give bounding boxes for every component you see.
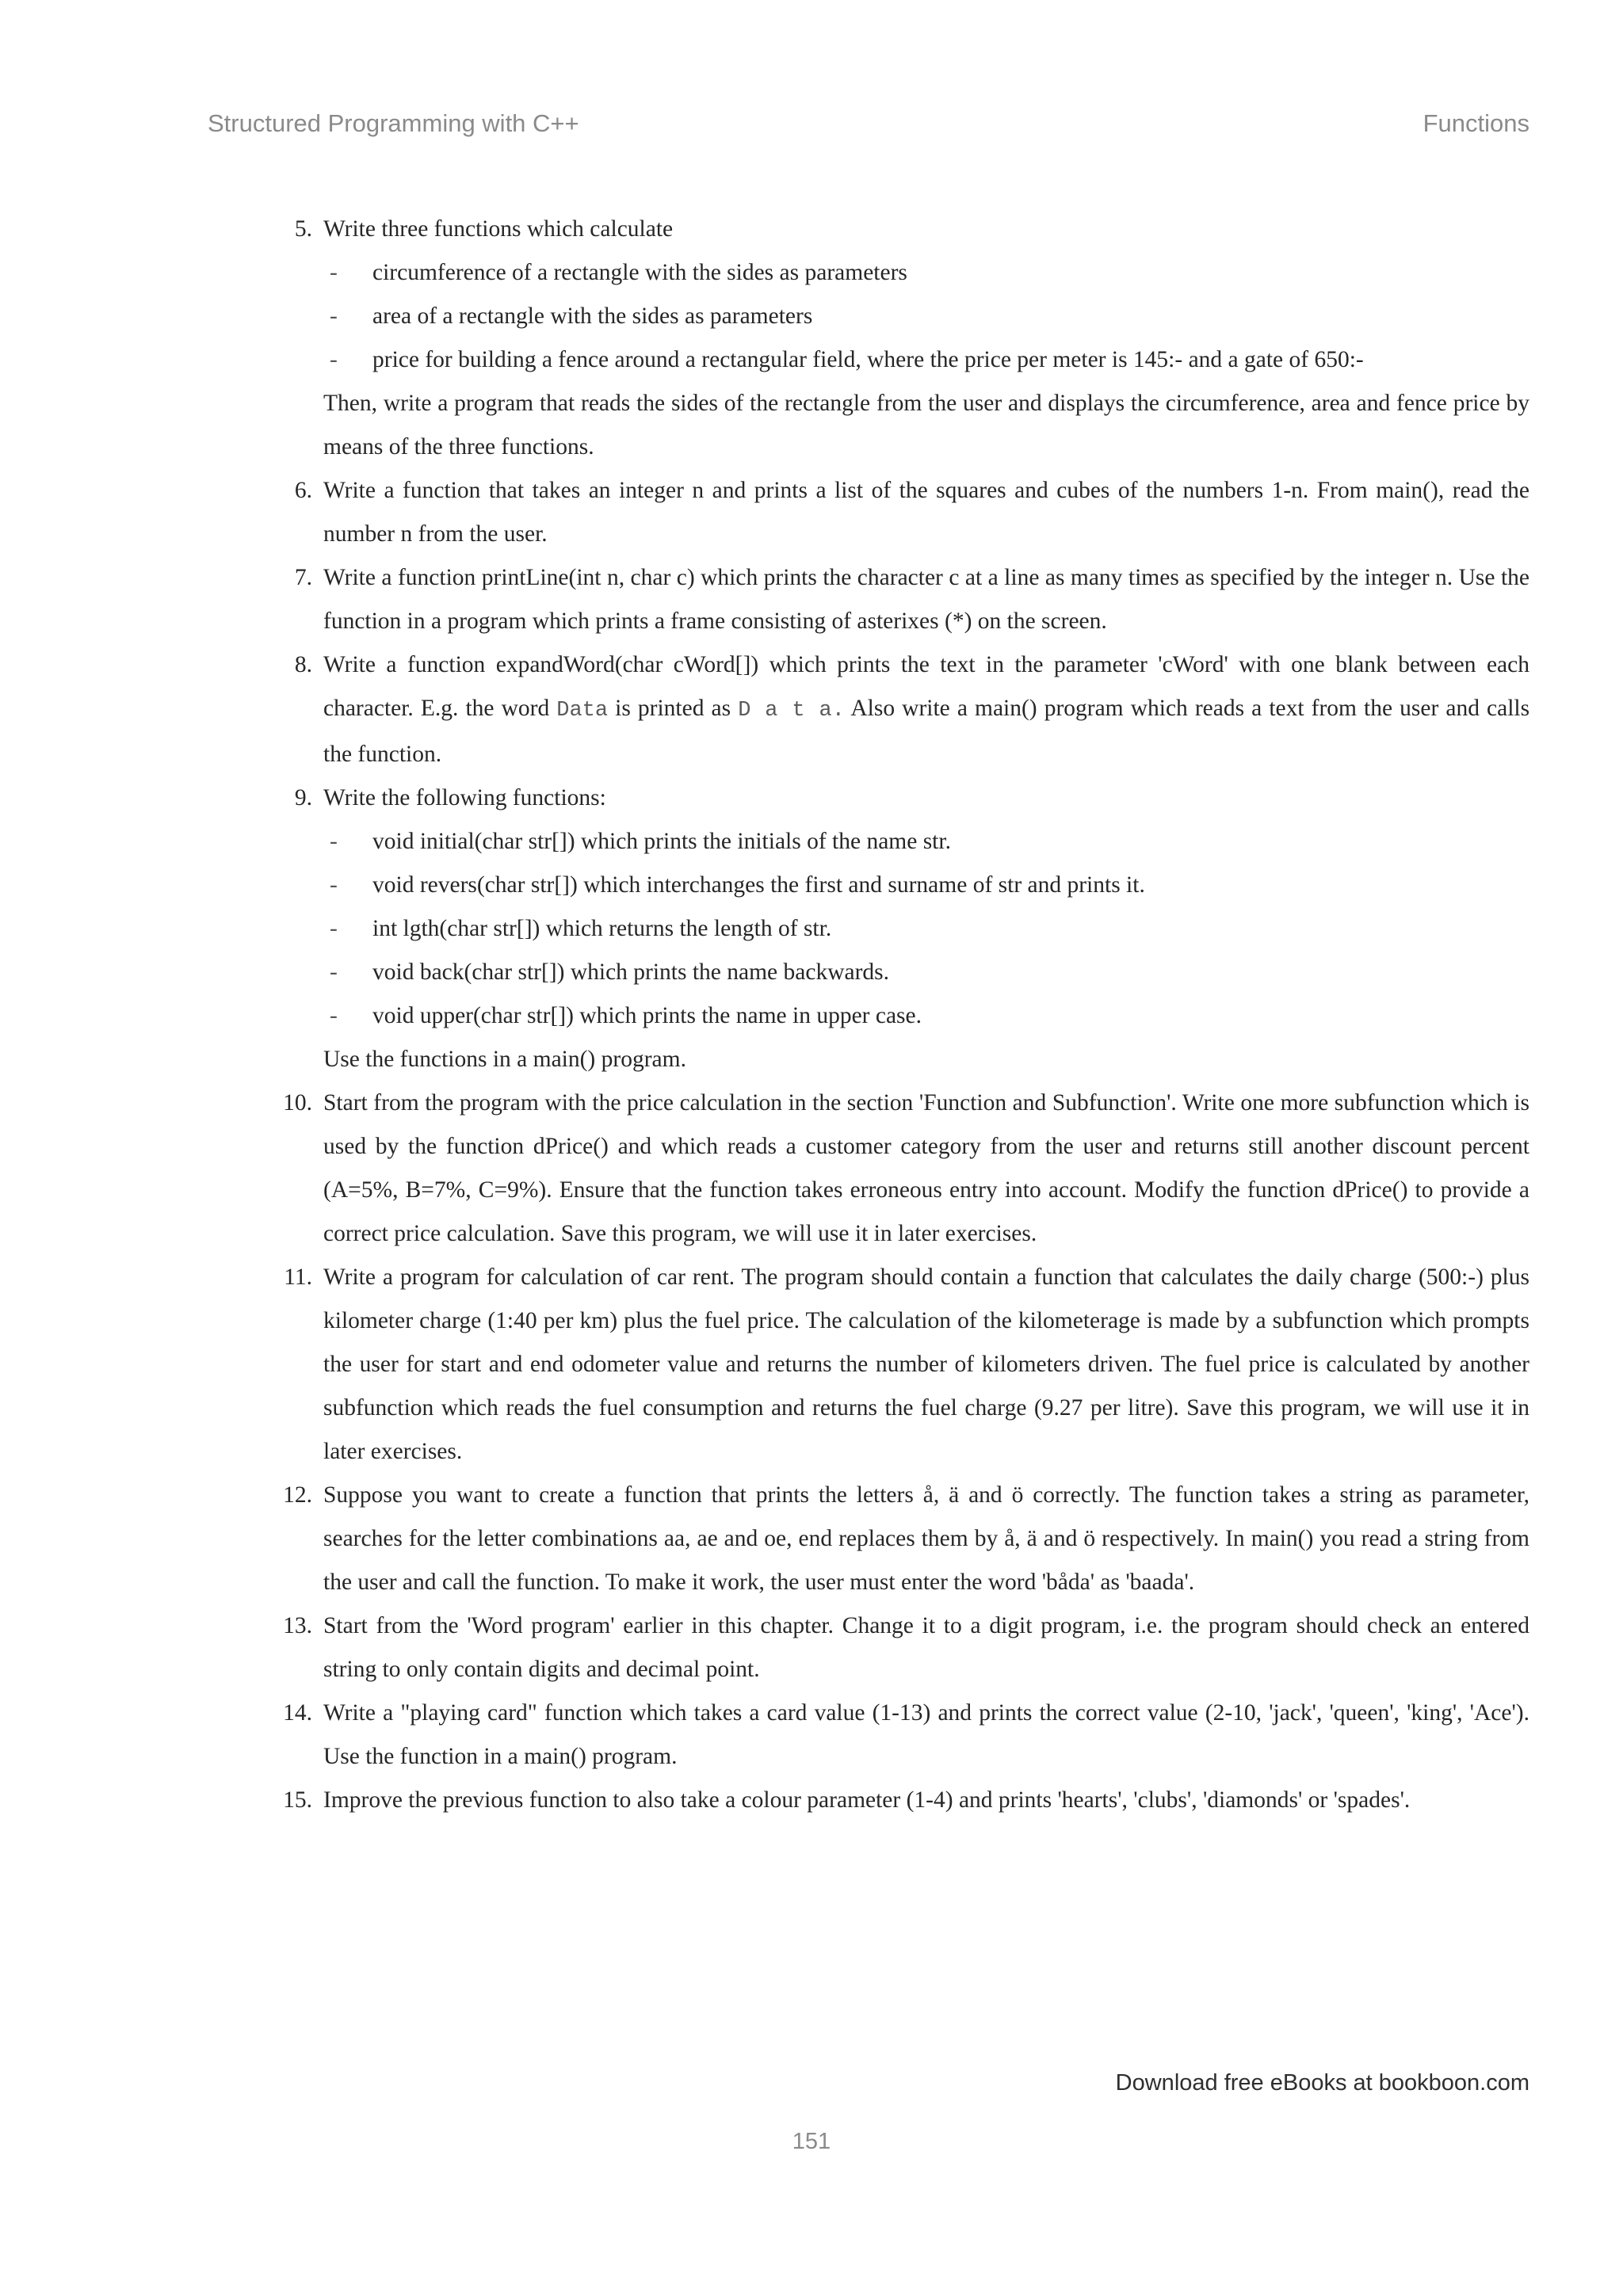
bookboon-download-link[interactable]: Download free eBooks at bookboon.com — [1115, 2070, 1529, 2096]
code-expanded: D a t a. — [738, 699, 845, 723]
exercise-10 — [279, 1081, 1529, 1256]
exercise-13 — [279, 1604, 1529, 1691]
exercise-list — [279, 208, 1529, 1822]
exercise-14 — [279, 1691, 1529, 1779]
running-header — [208, 109, 1529, 146]
exercise-8 — [279, 643, 1529, 776]
dash-bullet: - — [330, 916, 338, 941]
exercise-number: 7. — [294, 565, 312, 590]
exercise-5-sublist — [323, 251, 1529, 382]
book-title: Structured Programming with C++ — [208, 109, 579, 137]
list-item-text: void initial(char str[]) which prints the initials of the name str. — [372, 829, 951, 854]
dash-bullet: - — [330, 303, 338, 329]
exercise-15 — [279, 1779, 1529, 1822]
exercise-text: Start from the 'Word program' earlier in this chapter. Change it to a digit program, i.e. the program should check an entered string to only contain digits and decimal point. — [323, 1613, 1529, 1682]
exercise-text: Write a function printLine(int n, char c) which prints the character c at a line as many times as specified by the integer n. Use the function in a program which prints a frame consisting of asterixes (*) on the screen. — [323, 565, 1529, 634]
dash-bullet: - — [330, 260, 338, 285]
exercise-text: Write a function that takes an integer n and prints a list of the squares and cubes of the numbers 1-n. From main(), read the number n from the user. — [323, 478, 1529, 547]
exercise-text: Suppose you want to create a function that prints the letters å, ä and ö correctly. The function takes a string as parameter, searches for the letter combinations aa, ae and oe, end replaces them by å, ä and ö respectively. In main() you read a string from the user and call the function. To make it work, the user must enter the word 'båda' as 'baada'. — [323, 1482, 1529, 1595]
dash-bullet: - — [330, 347, 338, 372]
exercise-number: 5. — [294, 216, 312, 242]
exercise-11 — [279, 1256, 1529, 1474]
exercise-number: 12. — [283, 1482, 312, 1508]
exercise-7 — [279, 556, 1529, 643]
list-item — [323, 820, 1529, 864]
exercise-text-middle: is printed as — [615, 696, 731, 721]
list-item-text: void back(char str[]) which prints the name backwards. — [372, 959, 890, 985]
code-word: Data — [556, 699, 609, 723]
list-item-text: circumference of a rectangle with the sides as parameters — [372, 260, 907, 285]
list-item-text: void revers(char str[]) which interchanges the first and surname of str and prints it. — [372, 872, 1145, 898]
list-item-text: void upper(char str[]) which prints the name in upper case. — [372, 1003, 922, 1028]
list-item — [323, 907, 1529, 951]
exercise-number: 10. — [283, 1090, 312, 1116]
exercise-9-sublist — [323, 820, 1529, 1038]
exercise-intro: Write three functions which calculate — [323, 216, 674, 242]
exercise-number: 6. — [294, 478, 312, 503]
exercise-number: 8. — [294, 652, 312, 677]
exercise-outro: Use the functions in a main() program. — [323, 1047, 686, 1072]
exercise-5 — [279, 208, 1529, 469]
exercise-number: 14. — [283, 1700, 312, 1726]
chapter-title: Functions — [1423, 109, 1529, 137]
exercise-12 — [279, 1474, 1529, 1604]
exercise-number: 15. — [283, 1787, 312, 1813]
exercise-text: Improve the previous function to also take a colour parameter (1-4) and prints 'hearts', 'clubs', 'diamonds' or 'spades'. — [323, 1787, 1411, 1813]
list-item — [323, 295, 1529, 338]
exercise-intro: Write the following functions: — [323, 785, 606, 810]
exercise-text: Start from the program with the price calculation in the section 'Function and Subfunction'. Write one more subfunction which is used by the function dPrice() and which reads a customer category from the user and returns still another discount percent (A=5%, B=7%, C=9%). Ensure that the function takes erroneous entry into account. Modify the function dPrice() to provide a correct price calculation. Save this program, we will use it in later exercises. — [323, 1090, 1529, 1246]
dash-bullet: - — [330, 1003, 338, 1028]
exercise-text: Write a "playing card" function which takes a card value (1-13) and prints the correct value (2-10, 'jack', 'queen', 'king', 'Ace'). Use the function in a main() program. — [323, 1700, 1529, 1769]
page-number: 151 — [792, 2129, 831, 2154]
list-item — [323, 951, 1529, 994]
exercise-9 — [279, 776, 1529, 1081]
list-item — [323, 994, 1529, 1038]
list-item — [323, 338, 1529, 382]
list-item — [323, 251, 1529, 295]
list-item — [323, 864, 1529, 907]
list-item-text: area of a rectangle with the sides as parameters — [372, 303, 813, 329]
exercise-number: 11. — [284, 1264, 312, 1290]
exercise-text: Write a program for calculation of car rent. The program should contain a function that calculates the daily charge (500:-) plus kilometer charge (1:40 per km) plus the fuel price. The calculation of the kilometerage is made by a subfunction which prompts the user for start and end odometer value and returns the number of kilometers driven. The fuel price is calculated by another subfunction which reads the fuel consumption and returns the fuel charge (9.27 per litre). Save this program, we will use it in later exercises. — [323, 1264, 1529, 1464]
exercise-number: 9. — [294, 785, 312, 810]
exercise-number: 13. — [283, 1613, 312, 1638]
list-item-text: int lgth(char str[]) which returns the length of str. — [372, 916, 832, 941]
exercise-text-after: Also write a main() program which reads a text from the user and calls the function. — [323, 696, 1530, 767]
list-item-text: price for building a fence around a rectangular field, where the price per meter is 145:- and a gate of 650:- — [372, 347, 1364, 372]
exercise-6 — [279, 469, 1529, 556]
dash-bullet: - — [330, 872, 338, 898]
exercise-outro: Then, write a program that reads the sides of the rectangle from the user and displays the circumference, area and fence price by means of the three functions. — [323, 391, 1529, 460]
dash-bullet: - — [330, 829, 338, 854]
exercise-text-before: Write a function expandWord(char cWord[]) which prints the text in the parameter 'cWord' with one blank between each character. E.g. the word — [323, 652, 1529, 721]
page-body — [279, 208, 1529, 1822]
dash-bullet: - — [330, 959, 338, 985]
